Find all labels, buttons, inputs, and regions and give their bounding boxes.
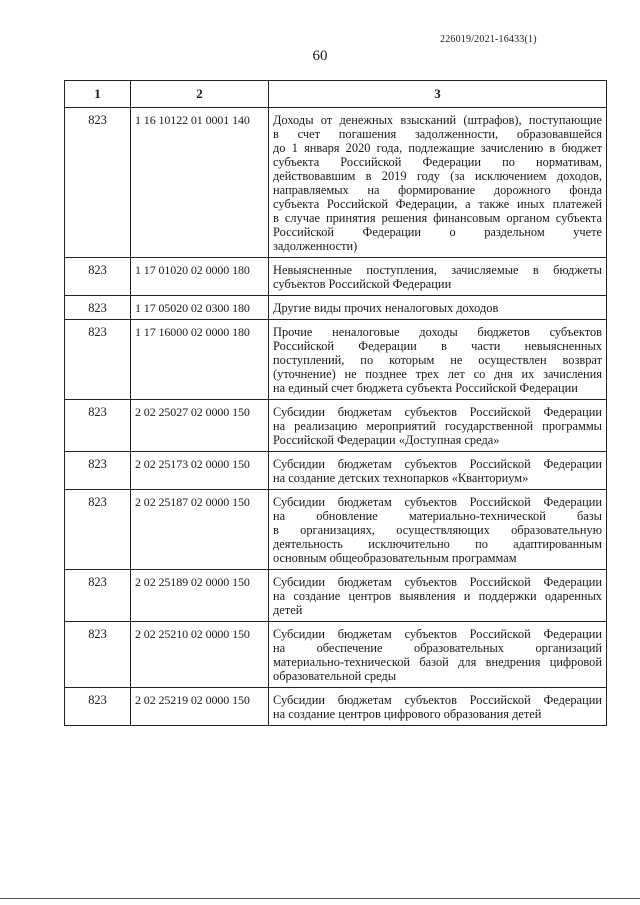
page-number: 60 [312, 48, 328, 64]
admin-code-cell: 823 [65, 490, 131, 570]
description-line: материально-технической базой для внедрения цифровой [273, 655, 602, 669]
description-line: действовавшим в 2019 году (за исключением доходов, [273, 169, 602, 183]
header-col-1: 1 [65, 81, 131, 108]
description-line: поступлений, по которым не осуществлен возврат [273, 353, 602, 367]
revenue-code-cell: 2 02 25189 02 0000 150 [131, 570, 269, 622]
revenue-description-cell [269, 108, 607, 258]
description-line: Доходы от денежных взысканий (штрафов), поступающие [273, 113, 602, 127]
description-line: Российской Федерации «Доступная среда» [273, 433, 500, 447]
revenue-description-cell [269, 296, 607, 320]
description-line: (уточнение) не позднее трех лет со дня их зачисления [273, 367, 602, 381]
description-line: Российской Федерации о раздельном учете [273, 225, 602, 239]
revenue-code-cell: 2 02 25187 02 0000 150 [131, 490, 269, 570]
table-row [65, 296, 607, 320]
scan-edge-line [0, 898, 640, 899]
revenue-code-cell: 2 02 25027 02 0000 150 [131, 400, 269, 452]
description-line: в счет погашения задолженности, образовавшейся [273, 127, 602, 141]
description-line: направляемых на формирование дорожного фонда [273, 183, 602, 197]
description-line: Субсидии бюджетам субъектов Российской Федерации [273, 627, 602, 641]
table-header-row [65, 81, 607, 108]
revenue-code-cell: 1 16 10122 01 0001 140 [131, 108, 269, 258]
description-line: субъекта Российской Федерации по нормативам, [273, 155, 602, 169]
description-line: на обновление материально-технической базы [273, 509, 602, 523]
description-line: на создание центров цифрового образования детей [273, 707, 542, 721]
description-line: на создание центров выявления и поддержки одаренных [273, 589, 602, 603]
table-row [65, 258, 607, 296]
description-line: Субсидии бюджетам субъектов Российской Федерации [273, 405, 602, 419]
admin-code-cell: 823 [65, 400, 131, 452]
table-row [65, 400, 607, 452]
admin-code-cell: 823 [65, 622, 131, 688]
admin-code-cell: 823 [65, 258, 131, 296]
admin-code-cell: 823 [65, 688, 131, 726]
description-line: субъекта Российской Федерации, а также иных платежей [273, 197, 602, 211]
table-row [65, 452, 607, 490]
admin-code-cell: 823 [65, 296, 131, 320]
description-line: на обеспечение образовательных организаций [273, 641, 602, 655]
description-line: на создание детских технопарков «Кванториум» [273, 471, 529, 485]
table-row [65, 688, 607, 726]
description-line: Другие виды прочих неналоговых доходов [273, 301, 499, 315]
admin-code-cell: 823 [65, 320, 131, 400]
revenue-code-cell: 2 02 25173 02 0000 150 [131, 452, 269, 490]
revenue-description-cell [269, 320, 607, 400]
table-row [65, 622, 607, 688]
revenue-description-cell [269, 452, 607, 490]
description-line: до 1 января 2020 года, подлежащие зачислению в бюджет [273, 141, 602, 155]
description-line: задолженности) [273, 239, 358, 253]
description-line: Субсидии бюджетам субъектов Российской Федерации [273, 495, 602, 509]
description-line: деятельность исключительно по адаптированным [273, 537, 602, 551]
table-row [65, 108, 607, 258]
revenue-code-cell: 1 17 16000 02 0000 180 [131, 320, 269, 400]
header-col-3: 3 [269, 81, 607, 108]
revenue-description-cell [269, 622, 607, 688]
revenue-description-cell [269, 490, 607, 570]
description-line: детей [273, 603, 303, 617]
revenue-description-cell [269, 570, 607, 622]
description-line: Невыясненные поступления, зачисляемые в бюджеты [273, 263, 602, 277]
revenue-code-cell: 1 17 01020 02 0000 180 [131, 258, 269, 296]
description-line: Российской Федерации в части невыясненных [273, 339, 602, 353]
revenue-description-cell [269, 688, 607, 726]
table-row [65, 570, 607, 622]
table-row [65, 320, 607, 400]
description-line: в случае принятия решения финансовым органом субъекта [273, 211, 602, 225]
description-line: образовательной среды [273, 669, 397, 683]
revenue-code-cell: 2 02 25219 02 0000 150 [131, 688, 269, 726]
description-line: основным общеобразовательным программам [273, 551, 517, 565]
description-line: Субсидии бюджетам субъектов Российской Федерации [273, 575, 602, 589]
revenue-description-cell [269, 258, 607, 296]
revenue-code-cell: 2 02 25210 02 0000 150 [131, 622, 269, 688]
description-line: на единый счет бюджета субъекта Российской Федерации [273, 381, 578, 395]
admin-code-cell: 823 [65, 452, 131, 490]
table-row [65, 490, 607, 570]
description-line: в организациях, осуществляющих образовательную [273, 523, 602, 537]
header-col-2: 2 [131, 81, 269, 108]
revenue-description-cell [269, 400, 607, 452]
description-line: Субсидии бюджетам субъектов Российской Федерации [273, 693, 602, 707]
description-line: Прочие неналоговые доходы бюджетов субъектов [273, 325, 602, 339]
admin-code-cell: 823 [65, 108, 131, 258]
revenue-codes-table [64, 80, 607, 726]
description-line: на реализацию мероприятий государственной программы [273, 419, 602, 433]
document-number: 226019/2021-16433(1) [440, 34, 537, 45]
revenue-code-cell: 1 17 05020 02 0300 180 [131, 296, 269, 320]
description-line: Субсидии бюджетам субъектов Российской Федерации [273, 457, 602, 471]
admin-code-cell: 823 [65, 570, 131, 622]
description-line: субъектов Российской Федерации [273, 277, 452, 291]
